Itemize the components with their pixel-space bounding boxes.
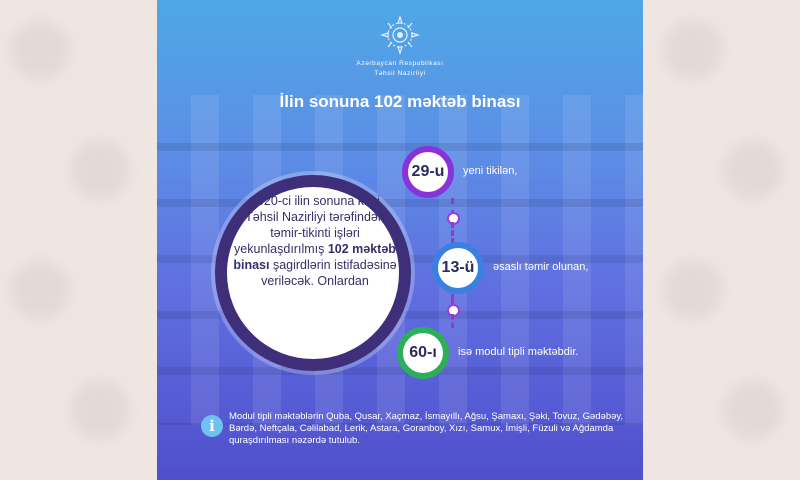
new-built-label: yeni tikilən,	[463, 165, 518, 177]
info-note: Modul tipli məktəblərin Quba, Qusar, Xaçmaz, İsmayıllı, Ağsu, Şamaxı, Şəki, Tovuz, Gədəbəy, Bərdə, Neftçala, Cəlilabad, Lerik, Astara, Goranboy, Xızı, Samux, İmişli, Füzuli və Ağdamda quraşdırılması nəzərdə tutulub.	[229, 411, 624, 446]
summary-text: 2020-ci ilin sonuna kimi Təhsil Nazirliyi tərəfindən təmir-tikinti işləri yekunlaşdırılmış 102 məktəb binası şagirdlərin istifadəsinə veriləcək. Onlardan	[233, 194, 397, 288]
renovated-label: əsaslı təmir olunan,	[493, 261, 589, 273]
headline: İlin sonuna 102 məktəb binası	[279, 92, 521, 111]
modular-count-badge: 60-ı	[397, 327, 449, 379]
new-built-count-badge: 29-u	[402, 146, 454, 198]
emblem-icon	[380, 15, 420, 55]
org-name-line1: Azərbaycan Respublikası	[356, 60, 444, 67]
info-icon: i	[201, 415, 223, 437]
infographic-card	[157, 0, 643, 480]
right-blurred-background	[643, 0, 800, 480]
modular-label: isə modul tipli məktəbdir.	[458, 346, 579, 358]
left-blurred-background	[0, 0, 157, 480]
renovated-count-badge: 13-ü	[432, 242, 484, 294]
summary-highlight: 102 məktəb binası	[233, 242, 396, 272]
org-name-line2: Təhsil Nazirliyi	[374, 70, 426, 77]
